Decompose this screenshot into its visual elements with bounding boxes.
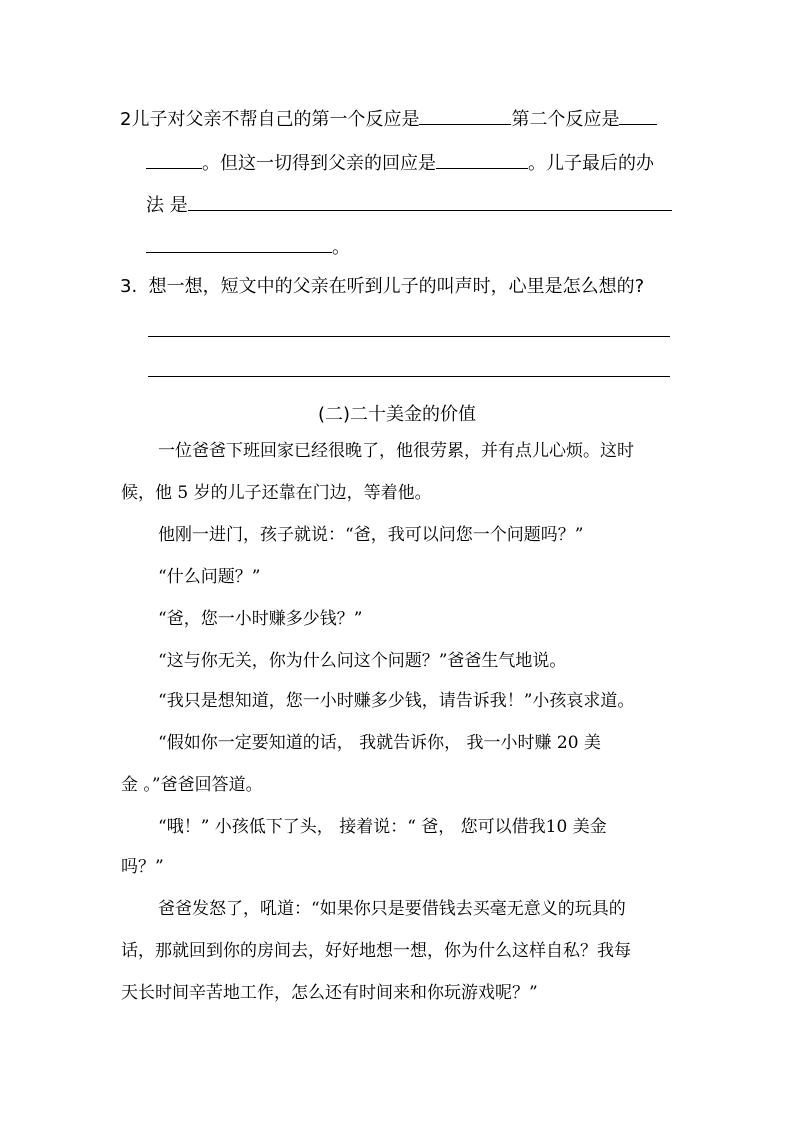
- story-line-7: “我只是想知道，您一小时赚多少钱，请告诉我！”小孩哀求道。: [158, 691, 635, 711]
- story-line-6: “这与你无关，你为什么问这个问题？”爸爸生气地说。: [158, 651, 567, 671]
- story-line-1: 一位爸爸下班回家已经很晚了，他很劳累，并有点儿心烦。这时: [158, 441, 634, 461]
- story-line-12: 爸爸发怒了，吼道：“如果你只是要借钱去买毫无意义的玩具的: [158, 899, 626, 919]
- question-3-line: [120, 276, 644, 298]
- question-2-line-3: [146, 194, 672, 217]
- question-2-text-6: 。: [332, 237, 350, 258]
- answer-blank-1[interactable]: [419, 108, 511, 125]
- question-2-number: 2: [120, 109, 132, 130]
- question-2-line-1: [120, 108, 657, 131]
- answer-blank-4a[interactable]: [188, 194, 672, 211]
- story-line-14: 天长时间辛苦地工作，怎么还有时间来和你玩游戏呢？”: [121, 983, 538, 1003]
- question-2-text-2: 第二个反应是: [511, 109, 620, 130]
- question-2-text-4: 。儿子最后的办: [528, 153, 654, 174]
- story-line-10: “哦！” 小孩低下了头， 接着说：“ 爸， 您可以借我10 美金: [158, 817, 607, 837]
- question-3-number: 3.: [120, 276, 138, 297]
- story-line-9: 金 。”爸爸回答道。: [121, 775, 263, 795]
- answer-line-1[interactable]: [148, 336, 670, 337]
- answer-blank-4b[interactable]: [146, 236, 332, 253]
- question-2-line-2: [146, 152, 654, 175]
- question-2-text-3: 。但这一切得到父亲的回应是: [202, 153, 436, 174]
- story-line-11: 吗？”: [121, 857, 164, 877]
- question-2-text-1: 儿子对父亲不帮自己的第一个反应是: [131, 109, 420, 130]
- answer-blank-2b[interactable]: [146, 152, 202, 169]
- question-2-line-4: [146, 236, 350, 259]
- section-title: (二)二十美金的价值: [317, 404, 477, 425]
- answer-blank-3[interactable]: [436, 152, 528, 169]
- story-line-8: “假如你一定要知道的话， 我就告诉你， 我一小时赚 20 美: [158, 733, 601, 753]
- story-line-13: 话，那就回到你的房间去，好好地想一想，你为什么这样自私？我每: [121, 941, 631, 961]
- story-line-3: 他刚一进门，孩子就说：“爸，我可以问您一个问题吗？”: [158, 525, 584, 545]
- question-3-text: 想一想，短文中的父亲在听到儿子的叫声时，心里是怎么想的?: [148, 276, 645, 297]
- story-line-4: “什么问题？”: [158, 567, 261, 587]
- answer-blank-2a[interactable]: [619, 108, 657, 125]
- story-line-2: 候，他 5 岁的儿子还靠在门边，等着他。: [121, 483, 432, 503]
- answer-line-2[interactable]: [148, 376, 670, 377]
- question-2-text-5: 法 是: [146, 195, 188, 216]
- story-line-5: “爸，您一小时赚多少钱？”: [158, 609, 363, 629]
